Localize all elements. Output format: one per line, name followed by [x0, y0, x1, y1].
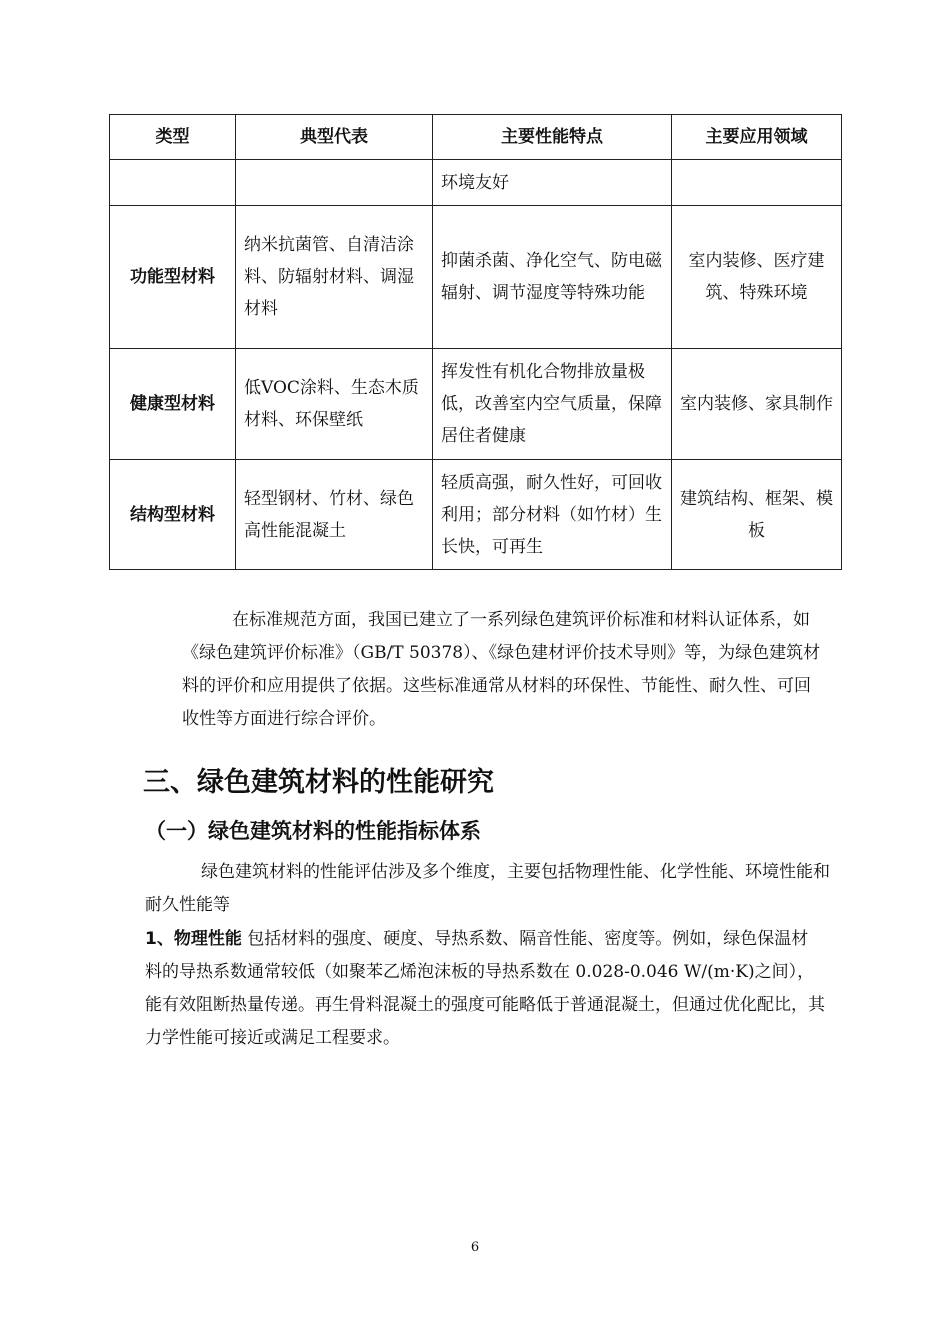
intro-paragraph: 绿色建筑材料的性能评估涉及多个维度，主要包括物理性能、化学性能、环境性能和耐久性能等: [145, 862, 830, 915]
subsection-heading: （一）绿色建筑材料的性能指标体系: [145, 819, 481, 843]
standards-paragraph: 在标准规范方面，我国已建立了一系列绿色建筑评价标准和材料认证体系，如《绿色建筑评价标准》（GB/T 50378）、《绿色建材评价技术导则》等，为绿色建筑材料的评价和应用提供了依据。这些标准通常从材料的环保性、节能性、耐久性、可回收性等方面进行综合评价。: [182, 610, 821, 729]
section-heading: 三、绿色建筑材料的性能研究: [143, 767, 494, 798]
physical-performance-text: 包括材料的强度、硬度、导热系数、隔音性能、密度等。例如，绿色保温材料的导热系数通常较低（如聚苯乙烯泡沫板的导热系数在 0.028-0.046 W/(m·K)之间），能有效阻断热量传递。再生骨料混凝土的强度可能略低于普通混凝土，但通过优化配比，其力学性能可接近或满足工程要求。: [145, 929, 825, 1048]
cell-applications: [672, 160, 842, 206]
materials-table: [109, 114, 842, 570]
page-number: 6: [470, 1240, 480, 1255]
cell-type: 健康型材料: [110, 349, 236, 460]
table-row: [110, 206, 842, 349]
cell-type: 功能型材料: [110, 206, 236, 349]
table-row: [110, 349, 842, 460]
table-row: [110, 460, 842, 570]
cell-features: 环境友好: [433, 160, 672, 206]
cell-examples: 纳米抗菌管、自清洁涂料、防辐射材料、调湿材料: [236, 206, 433, 349]
table-header-row: [110, 115, 842, 160]
physical-performance-label: 1、物理性能: [145, 929, 242, 949]
cell-applications: 室内装修、家具制作: [672, 349, 842, 460]
cell-type: [110, 160, 236, 206]
cell-examples: [236, 160, 433, 206]
cell-features: 挥发性有机化合物排放量极低，改善室内空气质量，保障居住者健康: [433, 349, 672, 460]
cell-examples: 低VOC涂料、生态木质材料、环保壁纸: [236, 349, 433, 460]
column-header-type: 类型: [110, 115, 236, 160]
cell-examples: 轻型钢材、竹材、绿色高性能混凝土: [236, 460, 433, 570]
cell-features: 轻质高强，耐久性好，可回收利用；部分材料（如竹材）生长快，可再生: [433, 460, 672, 570]
cell-applications: 建筑结构、框架、模板: [672, 460, 842, 570]
cell-applications: 室内装修、医疗建筑、特殊环境: [672, 206, 842, 349]
column-header-features: 主要性能特点: [433, 115, 672, 160]
cell-type: 结构型材料: [110, 460, 236, 570]
column-header-applications: 主要应用领域: [672, 115, 842, 160]
table-row: [110, 160, 842, 206]
cell-features: 抑菌杀菌、净化空气、防电磁辐射、调节湿度等特殊功能: [433, 206, 672, 349]
column-header-examples: 典型代表: [236, 115, 433, 160]
physical-performance-paragraph: [145, 923, 825, 1055]
